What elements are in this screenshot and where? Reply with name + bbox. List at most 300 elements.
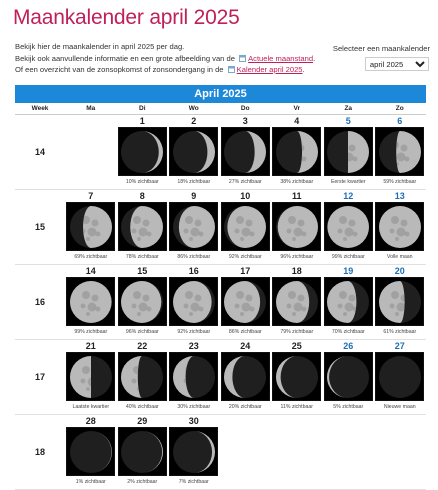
moon-visibility-caption: 20% zichtbaar (228, 404, 262, 410)
moon-image[interactable] (375, 277, 424, 326)
moon-crater (246, 219, 253, 226)
intro-line-3 (15, 64, 315, 76)
header-week: Week (31, 105, 49, 112)
moon-crater (80, 303, 85, 308)
day-number: 17 (240, 266, 251, 276)
moon-crater (301, 156, 306, 161)
moon-phase-icon (377, 129, 423, 175)
moon-phase-icon (68, 429, 114, 475)
moon-crater (396, 152, 405, 161)
moon-image[interactable] (118, 277, 167, 326)
moon-visibility-caption: 59% zichtbaar (383, 179, 417, 185)
month-select[interactable] (365, 57, 429, 71)
moon-lit-side (379, 206, 421, 248)
day-number: 16 (188, 266, 199, 276)
moon-visibility-caption: 38% zichtbaar (280, 179, 314, 185)
empty-day-cell (271, 415, 323, 489)
day-number: 18 (291, 266, 302, 276)
actuele-maanstand-link[interactable]: Actuele maanstand (248, 53, 314, 63)
moon-phase-icon (68, 204, 114, 250)
empty-day-cell (323, 415, 375, 489)
moon-phase-icon (377, 279, 423, 325)
moon-crater (400, 144, 407, 151)
day-number: 29 (137, 416, 148, 426)
week-row (15, 115, 426, 190)
day-cell[interactable] (168, 190, 220, 264)
moon-visibility-caption: 78% zichtbaar (125, 254, 159, 260)
moon-crater (396, 227, 405, 236)
moon-crater (292, 237, 296, 241)
moon-crater (147, 306, 152, 311)
calendar-selector (333, 44, 430, 72)
day-number: 22 (137, 341, 148, 351)
moon-crater (404, 231, 409, 236)
week-row (15, 265, 426, 340)
moon-crater (288, 216, 296, 224)
moon-phase-icon (171, 204, 217, 250)
moon-phase-icon (274, 204, 320, 250)
intro-line-3-prefix: Of een overzicht van de zonsopkomst of zonsondergang in de (15, 65, 224, 74)
moon-image[interactable] (375, 127, 424, 176)
moon-visibility-caption: 10% zichtbaar (125, 179, 159, 185)
moon-crater (353, 156, 358, 161)
empty-day-cell (374, 415, 426, 489)
moon-visibility-caption: 86% zichtbaar (228, 329, 262, 335)
moon-crater (132, 303, 137, 308)
day-number: 10 (240, 191, 251, 201)
day-cell[interactable] (323, 115, 375, 189)
empty-day-cell (220, 415, 272, 489)
moon-image[interactable] (324, 352, 373, 401)
moon-image[interactable] (169, 277, 218, 326)
day-number: 27 (394, 341, 405, 351)
weekday-header (15, 103, 426, 115)
moon-crater (143, 219, 150, 226)
moon-crater (395, 237, 399, 241)
moon-visibility-caption: Volle maan (386, 254, 413, 260)
moon-lit-side (379, 281, 405, 323)
moon-crater (185, 291, 193, 299)
moon-lit-side (70, 281, 112, 323)
moon-lit-side (224, 281, 260, 323)
intro-text (15, 41, 315, 76)
moon-crater (91, 219, 98, 226)
day-number: 5 (345, 116, 351, 126)
day-number: 13 (394, 191, 405, 201)
header-zo: Zo (395, 105, 404, 112)
moon-image[interactable] (169, 427, 218, 476)
moon-image[interactable] (272, 202, 321, 251)
moon-crater (132, 378, 137, 383)
moon-phase-icon (171, 129, 217, 175)
moon-crater (338, 228, 343, 233)
moon-crater (189, 312, 193, 316)
moon-crater (250, 306, 255, 311)
moon-crater (236, 216, 244, 224)
moon-visibility-caption: 99% zichtbaar (74, 329, 108, 335)
day-number: 3 (242, 116, 248, 126)
day-number: 15 (137, 266, 148, 276)
day-number: 11 (291, 191, 302, 201)
day-number: 25 (291, 341, 302, 351)
day-cell[interactable] (65, 265, 117, 339)
moon-image[interactable] (118, 427, 167, 476)
moon-image[interactable] (169, 202, 218, 251)
week-row (15, 415, 426, 490)
week-number: 18 (34, 447, 45, 457)
moon-phase-icon (222, 129, 268, 175)
day-number: 21 (85, 341, 96, 351)
week-number: 17 (34, 372, 45, 382)
moon-visibility-caption: 11% zichtbaar (280, 404, 313, 410)
moon-crater (80, 378, 85, 383)
moon-visibility-caption: 1% zichtbaar (75, 479, 106, 485)
day-cell[interactable] (220, 190, 272, 264)
empty-day-cell (65, 115, 117, 189)
moon-crater (198, 306, 203, 311)
moon-lit-side (83, 206, 112, 248)
intro-line-3-suffix: . (302, 65, 305, 74)
day-cell[interactable] (220, 115, 272, 189)
moon-phase-icon (274, 279, 320, 325)
moon-phase-icon (377, 204, 423, 250)
day-cell[interactable] (323, 340, 375, 414)
moon-crater (286, 228, 291, 233)
day-cell[interactable] (117, 340, 169, 414)
day-cell[interactable] (117, 265, 169, 339)
moon-crater (288, 291, 296, 299)
moon-phase-icon (325, 354, 371, 400)
moon-crater (87, 302, 96, 311)
moon-image[interactable] (272, 277, 321, 326)
moon-crater (338, 303, 343, 308)
day-number: 24 (240, 341, 251, 351)
moon-crater (185, 216, 193, 224)
moon-lit-side (228, 206, 267, 248)
moon-image[interactable] (169, 352, 218, 401)
moon-image[interactable] (118, 202, 167, 251)
moon-visibility-caption: 30% zichtbaar (177, 404, 211, 410)
moon-crater (139, 227, 148, 236)
moon-crater (86, 237, 90, 241)
moon-crater (137, 312, 141, 316)
intro-line-2-prefix: Bekijk ook aanvullende informatie en een grote afbeelding van de (15, 53, 235, 63)
moon-visibility-caption: Laatste kwartier (72, 404, 110, 410)
intro-line-2 (15, 53, 315, 65)
moon-visibility-caption: 5% zichtbaar (333, 404, 364, 410)
moon-crater (91, 294, 98, 301)
moon-crater (194, 219, 201, 226)
day-number: 23 (188, 341, 199, 351)
moon-crater (349, 219, 356, 226)
moon-image[interactable] (375, 352, 424, 401)
day-cell[interactable] (65, 415, 117, 489)
moon-crater (240, 237, 244, 241)
moon-crater (86, 387, 90, 391)
day-number: 12 (343, 191, 354, 201)
moon-visibility-caption: Nieuwe maan (383, 404, 416, 410)
moon-visibility-caption: 18% zichtbaar (177, 179, 211, 185)
header-do: Do (240, 105, 250, 112)
moon-crater (292, 312, 296, 316)
moon-image[interactable] (221, 202, 270, 251)
moon-phase-icon (222, 204, 268, 250)
moon-image[interactable] (221, 352, 270, 401)
moon-visibility-caption: 2% zichtbaar (127, 479, 158, 485)
moon-image[interactable] (221, 277, 270, 326)
moon-crater (391, 291, 399, 299)
moon-lit-side (348, 131, 369, 173)
day-number: 8 (139, 191, 145, 201)
moon-crater (82, 291, 90, 299)
day-cell[interactable] (271, 115, 323, 189)
moon-image[interactable] (118, 127, 167, 176)
moon-crater (242, 227, 251, 236)
moon-phase-icon (274, 354, 320, 400)
calendar-icon (239, 55, 246, 62)
moon-crater (82, 366, 90, 374)
moon-image[interactable] (324, 127, 373, 176)
week-row (15, 340, 426, 415)
week-row (15, 190, 426, 265)
header-vr: Vr (293, 105, 300, 112)
moon-crater (345, 227, 354, 236)
moon-visibility-caption: 61% zichtbaar (383, 329, 417, 335)
moon-phase-icon (325, 279, 371, 325)
day-cell[interactable] (168, 415, 220, 489)
moon-lit-side (277, 206, 317, 248)
day-cell[interactable] (271, 340, 323, 414)
moon-crater (246, 294, 253, 301)
moon-image[interactable] (324, 202, 373, 251)
moon-phase-icon (68, 354, 114, 400)
moon-crater (389, 303, 394, 308)
moon-crater (339, 291, 347, 299)
moon-crater (95, 306, 100, 311)
moon-crater (349, 294, 356, 301)
moon-crater (286, 303, 291, 308)
day-cell[interactable] (374, 265, 426, 339)
moon-crater (242, 302, 251, 311)
moon-visibility-caption: 27% zichtbaar (228, 179, 262, 185)
moon-lit-side (173, 281, 212, 323)
moon-crater (235, 228, 240, 233)
moon-visibility-caption: 79% zichtbaar (280, 329, 314, 335)
moon-image[interactable] (272, 127, 321, 176)
week-number: 14 (34, 147, 45, 157)
day-cell[interactable] (220, 265, 272, 339)
day-cell[interactable] (271, 265, 323, 339)
moon-visibility-caption: 86% zichtbaar (177, 254, 211, 260)
day-number: 2 (191, 116, 197, 126)
moon-crater (86, 312, 90, 316)
moon-image[interactable] (272, 352, 321, 401)
moon-visibility-caption: 40% zichtbaar (125, 404, 159, 410)
moon-crater (353, 231, 358, 236)
moon-phase-icon (171, 429, 217, 475)
day-number: 9 (191, 191, 197, 201)
day-cell[interactable] (374, 190, 426, 264)
week-number: 16 (34, 297, 45, 307)
moon-crater (235, 303, 240, 308)
month-title-bar: April 2025 (15, 85, 426, 103)
day-cell[interactable] (271, 190, 323, 264)
moon-lit-side (70, 356, 91, 398)
moon-visibility-caption: 70% zichtbaar (331, 329, 365, 335)
moon-crater (240, 312, 244, 316)
moon-lit-side (328, 206, 370, 248)
moon-crater (391, 216, 399, 224)
moon-crater (293, 302, 302, 311)
moon-crater (345, 302, 354, 311)
day-number: 14 (85, 266, 96, 276)
page-title: Maankalender april 2025 (13, 6, 240, 29)
moon-visibility-caption: 69% zichtbaar (74, 254, 108, 260)
moon-phase-icon (119, 129, 165, 175)
selector-label: Selecteer een maankalender (332, 44, 430, 53)
moon-crater (87, 227, 96, 236)
moon-phase-icon (119, 204, 165, 250)
day-cell[interactable] (168, 265, 220, 339)
moon-crater (133, 216, 141, 224)
day-number: 1 (139, 116, 145, 126)
moon-image[interactable] (375, 202, 424, 251)
moon-image[interactable] (66, 202, 115, 251)
moon-crater (301, 231, 306, 236)
header-ma: Ma (86, 105, 96, 112)
day-cell[interactable] (220, 340, 272, 414)
moon-crater (297, 219, 304, 226)
moon-lit-side (276, 281, 309, 323)
moon-crater (183, 303, 188, 308)
moon-phase-icon (119, 354, 165, 400)
day-number: 19 (343, 266, 354, 276)
moon-crater (183, 228, 188, 233)
moon-image[interactable] (66, 352, 115, 401)
day-cell[interactable] (323, 265, 375, 339)
day-number: 28 (85, 416, 96, 426)
moon-image[interactable] (66, 277, 115, 326)
day-cell[interactable] (168, 340, 220, 414)
moon-crater (132, 228, 137, 233)
moon-phase-icon (68, 279, 114, 325)
moon-visibility-caption: 92% zichtbaar (228, 254, 262, 260)
moon-crater (297, 294, 304, 301)
intro-line-2-suffix: . (313, 53, 316, 63)
moon-visibility-caption: 96% zichtbaar (125, 329, 159, 335)
intro-line-1: Bekijk hier de maankalender in april 2025 per dag. (15, 42, 185, 51)
day-cell[interactable] (374, 115, 426, 189)
moon-visibility-caption: Eerste kwartier (330, 179, 366, 185)
moon-lit-side (130, 206, 163, 248)
moon-crater (349, 144, 356, 151)
day-number: 26 (343, 341, 354, 351)
moon-phase-icon (119, 429, 165, 475)
moon-image[interactable] (66, 427, 115, 476)
kalender-april-link[interactable]: Kalender april 2025 (236, 65, 303, 74)
moon-image[interactable] (221, 127, 270, 176)
moon-phase-icon (119, 279, 165, 325)
moon-image[interactable] (324, 277, 373, 326)
moon-crater (389, 228, 394, 233)
day-number: 20 (394, 266, 405, 276)
moon-phase-icon (171, 354, 217, 400)
day-number: 7 (88, 191, 94, 201)
moon-visibility-caption: 99% zichtbaar (331, 254, 365, 260)
moon-crater (343, 237, 347, 241)
moon-crater (339, 216, 347, 224)
moon-crater (190, 227, 199, 236)
moon-visibility-caption: 92% zichtbaar (177, 329, 211, 335)
moon-crater (189, 237, 193, 241)
moon-phase-icon (171, 279, 217, 325)
moon-crater (396, 302, 405, 311)
moon-crater (139, 302, 148, 311)
day-number: 6 (397, 116, 403, 126)
moon-phase-icon (325, 129, 371, 175)
calendar-weeks (15, 115, 426, 490)
day-cell[interactable] (323, 190, 375, 264)
moon-crater (194, 294, 201, 301)
moon-crater (301, 306, 306, 311)
day-number: 4 (294, 116, 300, 126)
moon-lit-side (121, 281, 161, 323)
day-cell[interactable] (374, 340, 426, 414)
moon-lit-side (327, 281, 356, 323)
moon-crater (250, 231, 255, 236)
moon-phase-icon (325, 204, 371, 250)
moon-lit-side (396, 131, 421, 173)
moon-visibility-caption: 96% zichtbaar (280, 254, 314, 260)
header-di: Di (139, 105, 146, 112)
moon-crater (293, 227, 302, 236)
moon-calendar (15, 85, 426, 490)
moon-crater (133, 291, 141, 299)
day-cell[interactable] (117, 190, 169, 264)
moon-crater (343, 312, 347, 316)
day-cell[interactable] (65, 340, 117, 414)
moon-lit-side (179, 206, 215, 248)
moon-crater (147, 231, 152, 236)
moon-crater (95, 231, 100, 236)
moon-phase-icon (222, 354, 268, 400)
moon-image[interactable] (169, 127, 218, 176)
moon-phase-icon (222, 279, 268, 325)
header-wo: Wo (188, 105, 199, 112)
day-cell[interactable] (65, 190, 117, 264)
moon-crater (137, 237, 141, 241)
day-cell[interactable] (168, 115, 220, 189)
week-number: 15 (34, 222, 45, 232)
header-za: Za (344, 105, 353, 112)
moon-crater (395, 312, 399, 316)
day-cell[interactable] (117, 115, 169, 189)
day-number: 30 (188, 416, 199, 426)
calendar-icon (228, 66, 235, 73)
moon-image[interactable] (118, 352, 167, 401)
moon-crater (236, 291, 244, 299)
moon-crater (198, 231, 203, 236)
moon-crater (190, 302, 199, 311)
moon-visibility-caption: 7% zichtbaar (178, 479, 209, 485)
moon-crater (400, 219, 407, 226)
moon-phase-icon (274, 129, 320, 175)
day-cell[interactable] (117, 415, 169, 489)
moon-crater (143, 294, 150, 301)
moon-crater (404, 156, 409, 161)
moon-dark-side (379, 356, 421, 398)
moon-phase-icon (377, 354, 423, 400)
